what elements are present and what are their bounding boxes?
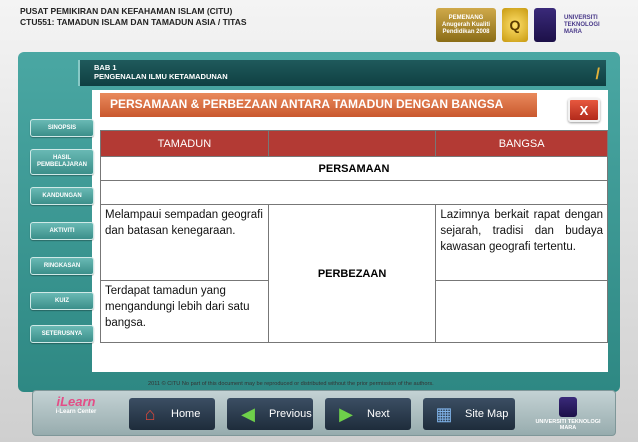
persamaan-empty-row	[101, 181, 608, 205]
home-icon: ⌂	[144, 403, 156, 424]
home-label: Home	[171, 408, 201, 420]
slash-decoration: /	[595, 66, 600, 83]
quality-logo: Q	[502, 8, 528, 42]
arrow-right-icon: ▶	[339, 403, 353, 424]
ilearn-wordmark: iLearn	[56, 394, 96, 409]
copyright-text: 2011 © CITU No part of this document may be reproduced or distributed without the prior permission of the authors.	[148, 381, 434, 387]
bangsa-empty-cell	[436, 281, 608, 343]
uitm-logo-text: UNIVERSITI TEKNOLOGI MARA	[564, 14, 600, 35]
arrow-left-icon: ◀	[241, 403, 255, 424]
chapter-title: PENGENALAN ILMU KETAMADUNAN	[94, 72, 228, 81]
header-blank	[268, 131, 436, 157]
previous-button[interactable]	[227, 398, 313, 430]
home-button[interactable]	[129, 398, 215, 430]
header-bangsa: BANGSA	[436, 131, 608, 157]
ilearn-logo	[43, 394, 109, 434]
nav-kuiz[interactable]: KUIZ	[30, 292, 94, 310]
logo-strip	[436, 6, 616, 44]
sitemap-icon: ▦	[435, 403, 453, 424]
close-button[interactable]: X	[568, 98, 600, 122]
sitemap-button[interactable]	[423, 398, 515, 430]
persamaan-label: PERSAMAAN	[101, 157, 608, 181]
nav-sinopsis[interactable]: SINOPSIS	[30, 119, 94, 137]
page-title: PERSAMAAN & PERBEZAAN ANTARA TAMADUN DENGAN BANGSA	[110, 97, 504, 111]
tamadun-point-2: Terdapat tamadun yang mengandungi lebih dari satu bangsa.	[101, 281, 269, 343]
ilearn-subtitle: i-Learn Center	[55, 409, 97, 415]
bangsa-point-1: Lazimnya berkait rapat dengan sejarah, tradisi dan budaya kawasan geografi tertentu.	[436, 205, 608, 281]
comparison-table	[100, 130, 608, 343]
uitm-seal-icon	[534, 8, 556, 42]
award-logo: PEMENANG Anugerah Kualiti Pendidikan 2008	[436, 8, 496, 42]
nav-kandungan[interactable]: KANDUNGAN	[30, 187, 94, 205]
chapter-number: BAB 1	[94, 63, 117, 72]
uitm-footer-text: UNIVERSITI TEKNOLOGI MARA	[535, 419, 601, 431]
nav-ringkasan[interactable]: RINGKASAN	[30, 257, 94, 275]
chapter-bar	[78, 60, 606, 86]
footer-bar	[32, 390, 616, 436]
next-button[interactable]	[325, 398, 411, 430]
nav-aktiviti[interactable]: AKTIVITI	[30, 222, 94, 240]
title-bar	[100, 93, 537, 117]
nav-hasil-pembelajaran[interactable]: HASIL PEMBELAJARAN	[30, 149, 94, 175]
header-tamadun: TAMADUN	[101, 131, 269, 157]
uitm-crest-icon	[559, 397, 577, 417]
previous-label: Previous	[269, 408, 312, 420]
perbezaan-label: PERBEZAAN	[268, 205, 436, 343]
next-label: Next	[367, 408, 390, 420]
header-line-1: PUSAT PEMIKIRAN DAN KEFAHAMAN ISLAM (CITU)	[20, 6, 233, 16]
uitm-footer-logo	[531, 397, 605, 431]
header-line-2: CTU551: TAMADUN ISLAM DAN TAMADUN ASIA / TITAS	[20, 17, 247, 27]
sitemap-label: Site Map	[465, 408, 509, 420]
nav-seterusnya[interactable]: SETERUSNYA	[30, 325, 94, 343]
tamadun-point-1: Melampaui sempadan geografi dan batasan kenegaraan.	[101, 205, 269, 281]
